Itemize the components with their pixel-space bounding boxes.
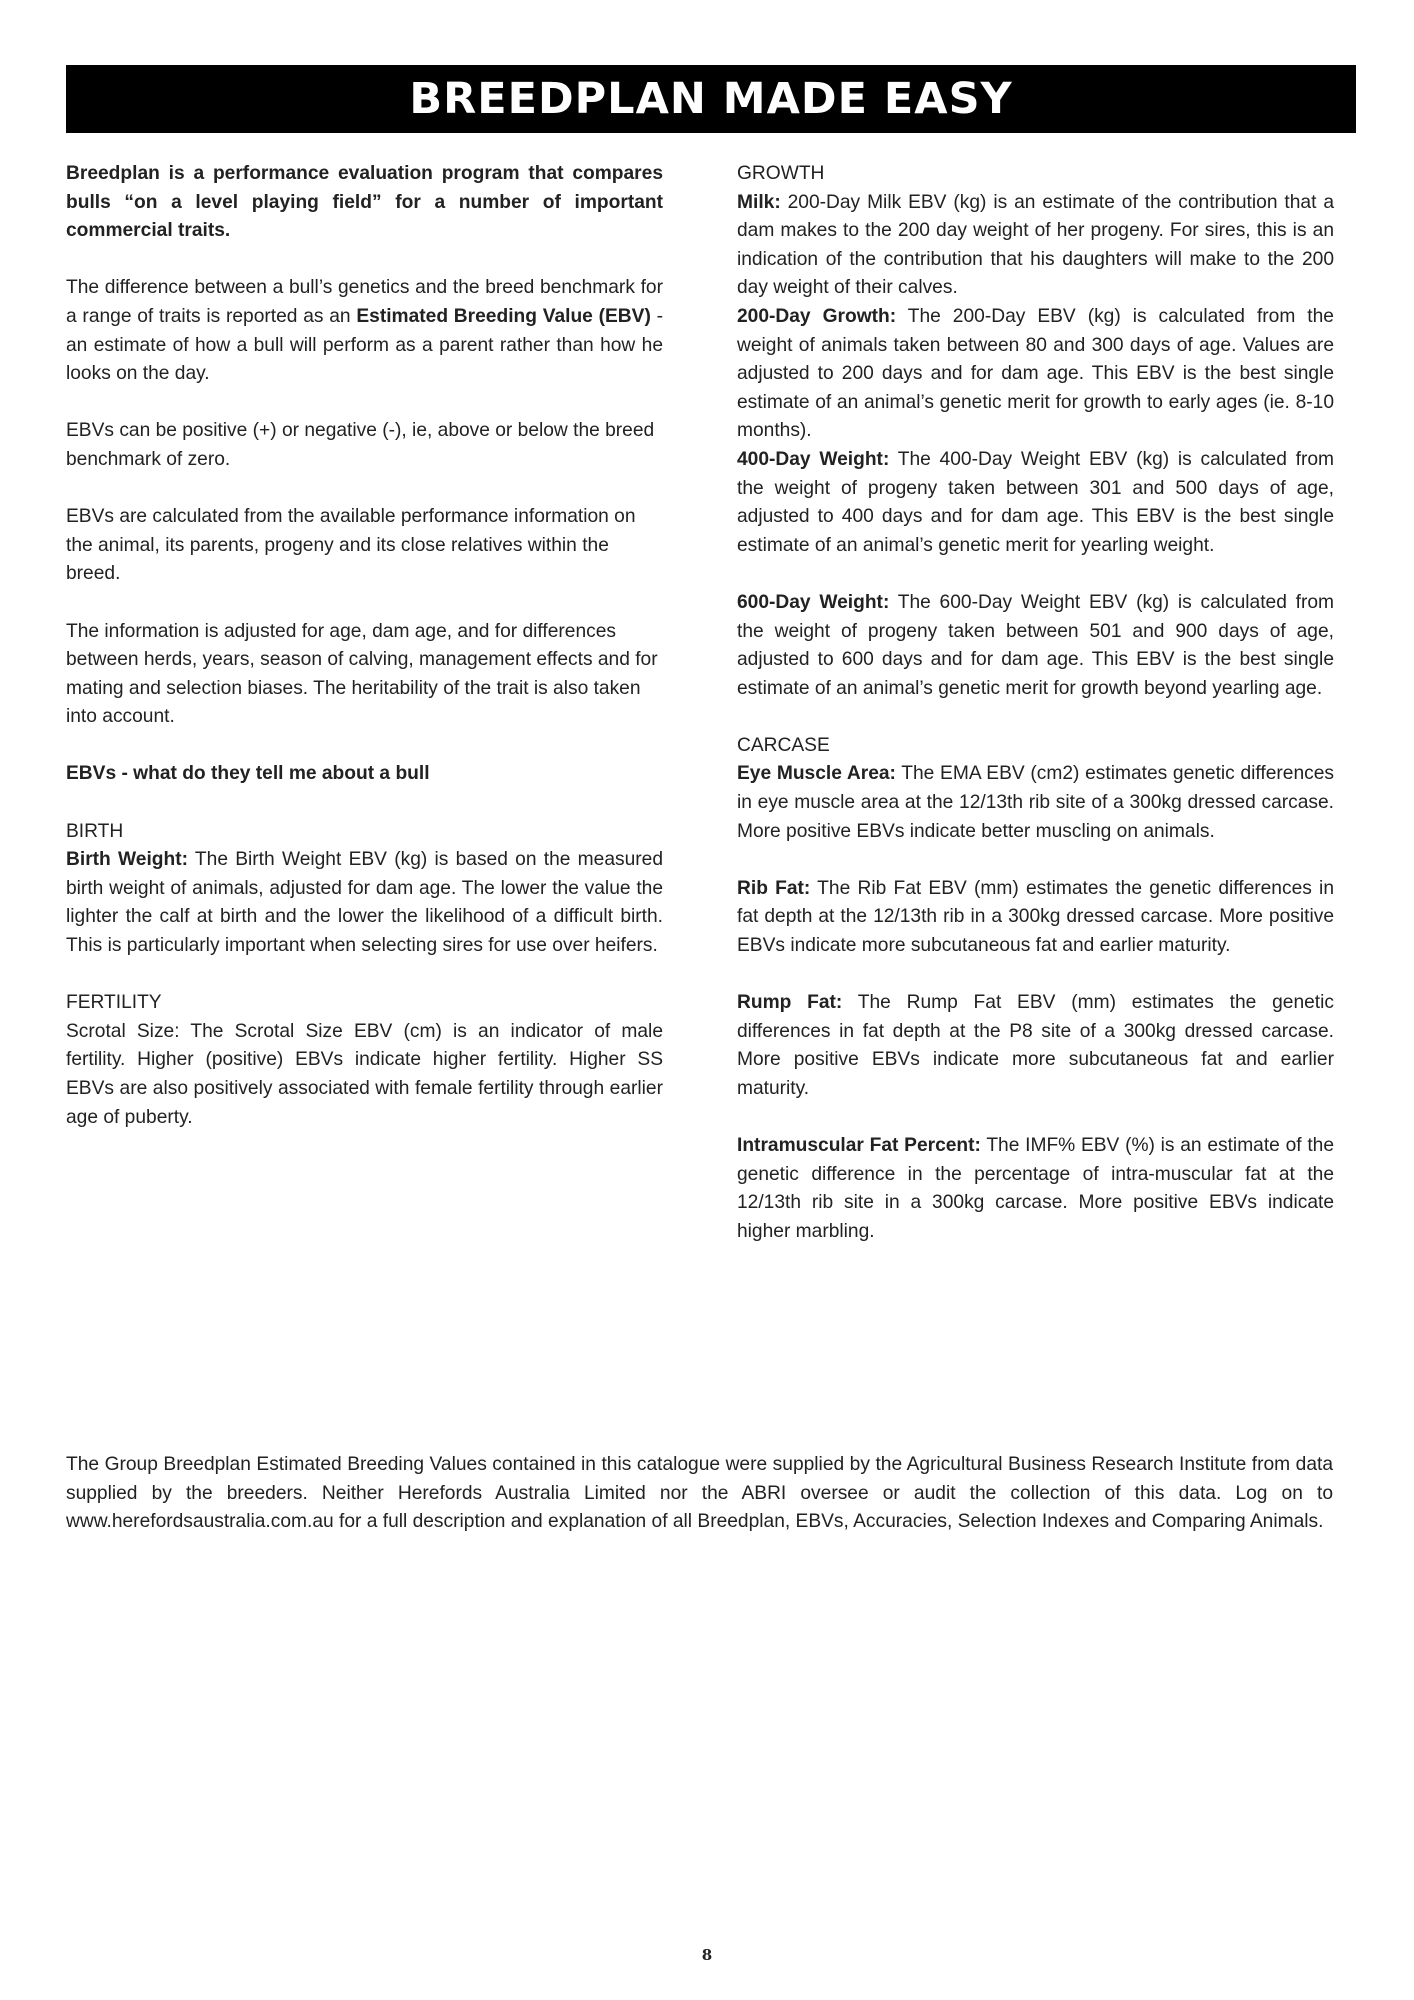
ebv-calculation-paragraph: EBVs are calculated from the available performance information on the animal, its parents, progeny and its close relatives within the breed. (66, 506, 636, 585)
milk-paragraph (737, 189, 1334, 303)
disclaimer-footer: The Group Breedplan Estimated Breeding Values contained in this catalogue were supplied by the Agricultural Business Research Institute from data supplied by the breeders. Neither Herefords Australia Limited nor the ABRI oversee or audit the collection of this data. Log on to www.herefordsaustralia.com.au for a full description and explanation of all Breedplan, EBVs, Accuracies, Selection Indexes and Comparing Animals. (66, 1454, 1333, 1533)
weight-600-text: The 600-Day Weight EBV (kg) is calculated from the weight of progeny taken between 501 and 900 days of age, adjusted to 600 days and for dam age. This EBV is the best single estimate of an animal’s genetic merit for growth beyond yearling age. (737, 591, 1335, 699)
ebv-section-heading: EBVs - what do they tell me about a bull (66, 763, 430, 785)
growth-200-label: 200-Day Growth: (737, 305, 897, 327)
rump-fat-paragraph (737, 989, 1334, 1103)
weight-400-text: The 400-Day Weight EBV (kg) is calculated from the weight of progeny taken between 301 and 500 days of age, adjusted to 400 days and for dam age. This EBV is the best single estimate of an animal’s genetic merit for yearling weight. (737, 448, 1335, 556)
growth-200-text: The 200-Day EBV (kg) is calculated from the weight of animals taken between 80 and 300 days of age. Values are adjusted to 200 days and for dam age. This EBV is the best single estimate of an animal’s genetic merit for growth to early ages (ie. 8-10 months). (737, 305, 1334, 442)
weight-600-label: 600-Day Weight: (737, 591, 890, 613)
growth-200-paragraph (737, 303, 1334, 446)
ebv-sign-paragraph: EBVs can be positive (+) or negative (-), ie, above or below the breed benchmark of zero. (66, 420, 655, 470)
rump-fat-text: The Rump Fat EBV (mm) estimates the genetic differences in fat depth at the P8 site of a 300kg dressed carcase. More positive EBVs indicate more subcutaneous fat and earlier maturity. (737, 992, 1334, 1099)
intro-paragraph: Breedplan is a performance evaluation program that compares bulls “on a level playing field” for a number of important commercial traits. (66, 163, 663, 242)
page-number: 8 (701, 1946, 713, 1964)
ebv-definition-paragraph (66, 274, 663, 388)
imf-text: The IMF% EBV (%) is an estimate of the genetic difference in the percentage of intra-muscular fat at the 12/13th rib site in a 300kg carcase. More positive EBVs indicate higher marbling. (737, 1135, 1334, 1242)
rump-fat-label: Rump Fat: (737, 992, 843, 1014)
birth-weight-label: Birth Weight: (66, 849, 189, 871)
growth-heading: GROWTH (737, 163, 825, 184)
imf-label: Intramuscular Fat Percent: (737, 1135, 981, 1157)
rib-fat-label: Rib Fat: (737, 877, 811, 899)
rib-fat-paragraph (737, 875, 1334, 961)
weight-400-label: 400-Day Weight: (737, 448, 890, 470)
birth-weight-text: The Birth Weight EBV (kg) is based on the measured birth weight of animals, adjusted for dam age. The lower the value the lighter the calf at birth and the lower the likelihood of a difficult birth. This is particularly important when selecting sires for use over heifers. (66, 849, 663, 957)
eye-muscle-area-label: Eye Muscle Area: (737, 763, 896, 785)
imf-paragraph (737, 1132, 1334, 1246)
page-title-banner (66, 65, 1356, 133)
scrotal-size-paragraph: Scrotal Size: The Scrotal Size EBV (cm) is an indicator of male fertility. Higher (positive) EBVs indicate higher fertility. Higher SS EBVs are also positively associated with female fertility through earlier age of puberty. (66, 1020, 663, 1128)
ebv-term: Estimated Breeding Value (EBV) (356, 305, 651, 327)
eye-muscle-area-paragraph (737, 760, 1334, 846)
rib-fat-text: The Rib Fat EBV (mm) estimates the genetic differences in fat depth at the 12/13th rib in a 300kg dressed carcase. More positive EBVs indicate more subcutaneous fat and earlier maturity. (737, 877, 1334, 957)
ebv-definition-text-end: - an estimate of how a bull will perform as a parent rather than how he looks on the day. (66, 305, 664, 385)
birth-weight-paragraph (66, 846, 663, 960)
birth-heading: BIRTH (66, 820, 124, 842)
weight-600-paragraph (737, 589, 1334, 703)
eye-muscle-area-text: The EMA EBV (cm2) estimates genetic differences in eye muscle area at the 12/13th rib site of a 300kg dressed carcase. More positive EBVs indicate better muscling on animals. (737, 763, 1334, 842)
page-title: BREEDPLAN MADE EASY (409, 74, 1013, 124)
adjustment-paragraph: The information is adjusted for age, dam age, and for differences between herds, years, season of calving, management effects and for mating and selection biases. The heritability of the trait is also taken into account. (66, 620, 658, 728)
carcase-heading: CARCASE (737, 734, 830, 756)
milk-label: Milk: (737, 191, 781, 213)
right-column (737, 160, 1334, 1247)
left-column (66, 160, 663, 1132)
weight-400-paragraph (737, 446, 1334, 560)
milk-text: 200-Day Milk EBV (kg) is an estimate of the contribution that a dam makes to the 200 day weight of her progeny. For sires, this is an indication of the contribution that his daughters will make to the 200 day weight of their calves. (737, 191, 1334, 299)
fertility-heading: FERTILITY (66, 992, 162, 1014)
ebv-definition-text-start: The difference between a bull’s genetics and the breed benchmark for a range of traits is reported as an (66, 277, 663, 327)
